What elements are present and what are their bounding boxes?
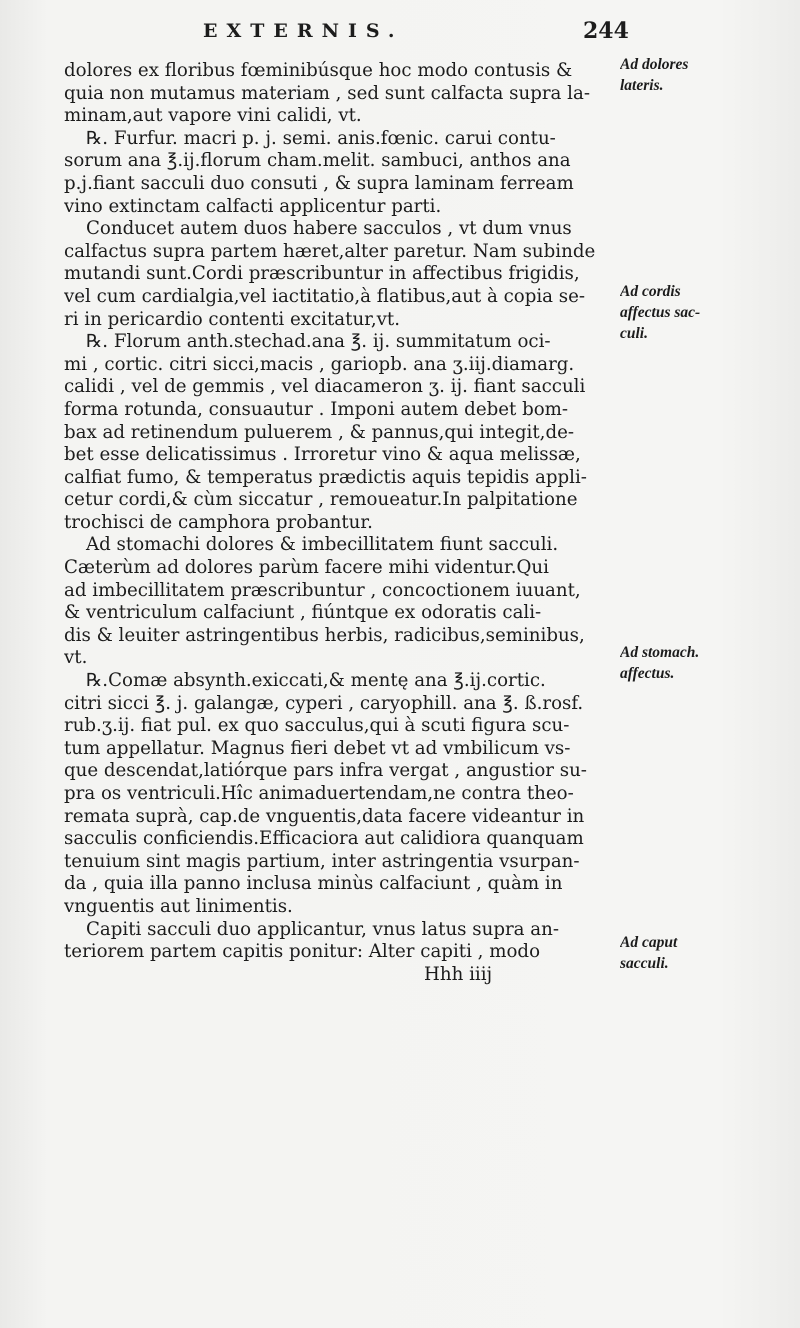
text-line: ad imbecillitatem præscribuntur , concoctionem iuuant, bbox=[64, 579, 581, 601]
text-line: vino extinctam calfacti applicentur parti. bbox=[64, 195, 442, 217]
text-line: bax ad retinendum puluerem , & pannus,qui integit,de- bbox=[64, 421, 575, 443]
text-line: pra os ventriculi.Hîc animaduertendam,ne contra theo- bbox=[64, 783, 574, 804]
text-line: remata suprà, cap.de vnguentis,data facere videantur in bbox=[64, 805, 585, 827]
text-line: ℞.Comæ absynth.exiccati,& mentę ana ℥.ij.cortic. bbox=[86, 670, 546, 692]
text-line: sorum ana ℥.ij.florum cham.melit. sambuci, anthos ana bbox=[64, 150, 571, 172]
text-line: trochisci de camphora probantur. bbox=[64, 511, 373, 533]
text-line: bet esse delicatissimus . Irroretur vino & aqua melissæ, bbox=[64, 444, 581, 466]
text-line: p.j.fiant sacculi duo consuti , & supra laminam ferream bbox=[64, 172, 574, 194]
text-line: tenuium sint magis partium, inter astringentia vsurpan- bbox=[64, 850, 580, 872]
text-line: & ventriculum calfaciunt , fiúntque ex odoratis cali- bbox=[64, 602, 542, 624]
margin-note-line: affectus. bbox=[620, 665, 675, 682]
text-line: mi , cortic. citri sicci,macis , gariopb. ana ʒ.iij.diamarg. bbox=[64, 353, 575, 375]
text-line: quia non mutamus materiam , sed sunt calfacta supra la- bbox=[64, 82, 590, 104]
text-line: Capiti sacculi duo applicantur, vnus latus supra an- bbox=[86, 918, 559, 940]
page-number: 244 bbox=[583, 18, 629, 44]
margin-note-line: lateris. bbox=[620, 77, 664, 94]
margin-note-dolores-lateris bbox=[620, 54, 798, 96]
text-line: ri in pericardio contenti excitatur,vt. bbox=[64, 308, 401, 330]
text-line: forma rotunda, consuautur . Imponi autem debet bom- bbox=[64, 398, 569, 420]
text-line: teriorem partem capitis ponitur: Alter capiti , modo bbox=[64, 941, 541, 963]
text-line: dolores ex floribus fœminibúsque hoc modo contusis & bbox=[64, 60, 573, 81]
signature-mark: Hhh iiij bbox=[424, 963, 493, 985]
text-line: rub.ʒ.ij. fiat pul. ex quo sacculus,qui à scuti figura scu- bbox=[64, 715, 570, 737]
body-text bbox=[64, 60, 616, 986]
text-line: calfactus supra partem hæret,alter paretur. Nam subinde bbox=[64, 240, 596, 262]
margin-note-caput bbox=[620, 932, 798, 974]
margin-note-stomachi bbox=[620, 642, 798, 684]
text-line: mutandi sunt.Cordi præscribuntur in affectibus frigidis, bbox=[64, 263, 580, 285]
margin-note-cordis bbox=[620, 281, 798, 344]
text-line: Conducet autem duos habere sacculos , vt dum vnus bbox=[86, 218, 572, 240]
text-line: vel cum cardialgia,vel iactitatio,à flatibus,aut à copia se- bbox=[64, 285, 586, 307]
text-line: tum appellatur. Magnus fieri debet vt ad vmbilicum vs- bbox=[64, 737, 571, 759]
text-line: calidi , vel de gemmis , vel diacameron ʒ. ij. fiant sacculi bbox=[64, 376, 586, 398]
text-line: cetur cordi,& cùm siccatur , remoueatur.In palpitatione bbox=[64, 489, 578, 511]
text-line: vt. bbox=[64, 647, 88, 669]
margin-note-line: Ad caput bbox=[620, 934, 678, 951]
margin-note-line: affectus sac- bbox=[620, 304, 701, 321]
text-line: vnguentis aut linimentis. bbox=[64, 895, 293, 917]
text-line: ℞. Furfur. macri p. j. semi. anis.fœnic. carui contu- bbox=[86, 127, 556, 149]
margin-note-line: sacculi. bbox=[620, 955, 669, 972]
margin-note-line: culi. bbox=[620, 325, 648, 342]
text-line: minam,aut vapore vini calidi, vt. bbox=[64, 105, 362, 127]
text-line: dis & leuiter astringentibus herbis, radicibus,seminibus, bbox=[64, 624, 585, 646]
text-line: sacculis conficiendis.Efficaciora aut calidiora quanquam bbox=[64, 828, 584, 850]
running-head-title: EXTERNIS. bbox=[203, 20, 404, 42]
text-line: da , quia illa panno inclusa minùs calfaciunt , quàm in bbox=[64, 873, 563, 895]
text-line: citri sicci ℥. j. galangæ, cyperi , caryophill. ana ℥. ß.rosf. bbox=[64, 692, 584, 714]
margin-note-line: Ad dolores bbox=[620, 56, 689, 73]
text-line: ℞. Florum anth.stechad.ana ℥. ij. summitatum oci- bbox=[86, 331, 551, 353]
text-line: calfiat fumo, & temperatus prædictis aquis tepidis appli- bbox=[64, 466, 587, 488]
running-head bbox=[0, 14, 800, 48]
text-line: Cæterùm ad dolores parùm facere mihi videntur.Qui bbox=[64, 557, 549, 579]
margin-note-line: Ad cordis bbox=[620, 283, 681, 300]
text-line: que descendat,latiórque pars infra vergat , angustior su- bbox=[64, 760, 587, 782]
margin-note-line: Ad stomach. bbox=[620, 644, 700, 661]
text-line: Ad stomachi dolores & imbecillitatem fiunt sacculi. bbox=[86, 534, 559, 556]
